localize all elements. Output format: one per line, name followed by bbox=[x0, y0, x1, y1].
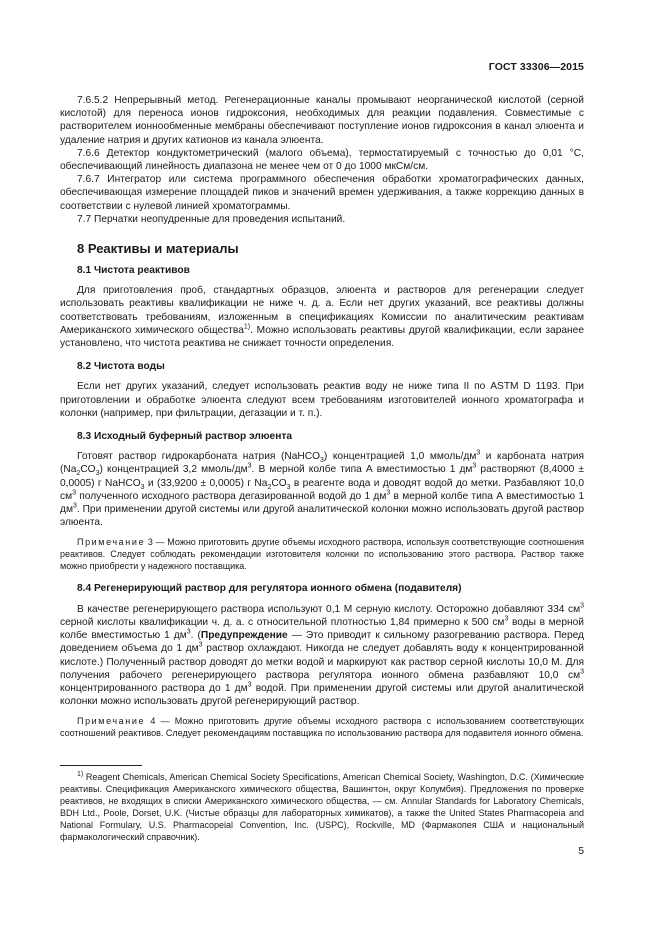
document-body bbox=[60, 94, 584, 843]
page-number: 5 bbox=[578, 846, 584, 857]
footnote-ref[interactable]: 1) bbox=[243, 323, 251, 331]
section-8-2-title: 8.2 Чистота воды bbox=[77, 361, 165, 373]
clause-7-6-5-2: 7.6.5.2 Непрерывный метод. Регенерационные каналы промывают неорганической кислотой (серной кислотой) для переноса ионов гидроксония, необходимых для реакции подавления. Совместимые с растворителем ионнообменные мембраны обеспечивают поступление ионов гидроксония в канал элюента и удаление натрия и других катионов из канала элюента. bbox=[60, 95, 584, 146]
clause-7-6-7: 7.6.7 Интегратор или система программного обеспечения обработки хроматографических данных, обеспечивающая измерение площадей пиков и значений времен удерживания, а также коррекцию данных в соответствии с нулевой линией хроматограммы. bbox=[60, 174, 584, 212]
section-8-title: 8 Реактивы и материалы bbox=[77, 241, 239, 257]
note-4: Примечание 4 — Можно приготовить другие объемы исходного раствора с использованием соответствующих соотношений реактивов. Следует рекомендациям поставщика по использованию раствора для подавителя ионного обмена. bbox=[60, 716, 584, 739]
footnote-1: $^{1)}$ Reagent Chemicals, American Chemical Society Specifications, American Chemical Society, Washington, D.C. (Химические реактивы. Спецификация Американского химического общества, Вашингтон, округ Колумбия). Предложения по проверке реактивов, не входящих в списки Американского химического общества, — см. Annular Standards for Laboratory Chemicals, BDH Ltd., Poole, Dorset, U.K. (Чистые образцы для лабораторных химикатов), а также the United States Pharmacopeia and National Formulary, U.S. Pharmacopeial Convention, Inc. (USPC), Rockville, MD (Фармакопея США и национальный фармакологический справочник). bbox=[60, 771, 584, 843]
clause-7-7: 7.7 Перчатки неопудренные для проведения испытаний. bbox=[77, 213, 346, 225]
note-label: Примечание bbox=[77, 716, 146, 727]
footnote-divider bbox=[60, 765, 142, 766]
note-3: Примечание 3 — Можно приготовить другие объемы исходного раствора, используя соответствующие соотношения реактивов. Следует соблюдать рекомендации изготовителя колонки по использованию этого раствора. Раствор также можно приобрести у надежного поставщика. bbox=[60, 537, 584, 572]
clause-7-6-6: 7.6.6 Детектор кондуктометрический (малого объема), термостатируемый с точностью до 0,01 °С, обеспечивающий линейность диапазона не менее чем от 0 до 1000 мкСм/см. bbox=[60, 147, 584, 173]
section-8-4-text: В качестве регенерирующего раствора используют 0,1 М серную кислоту. Осторожно добавляют 334 $см^3$ серной кислоты квалификации ч. д. а. с относительной плотностью 1,84 примерно к 500 $см^3$ воды в мерной колбе вместимостью 1 $дм^3$. (Предупреждение — Это приводит к сильному разогреванию раствора. Перед доведением объема до 1 $дм^3$ раствор охлаждают. Никогда не следует добавлять воду к концентрированной кислоте.) Полученный раствор доводят до метки водой и маркируют как раствор серной кислоты 10,0 М. Для получения рабочего регенерирующего раствора регулятора ионного обмена разбавляют 10,0 $см^3$ концентрированного раствора до 1 $дм^3$ водой. При применении другой системы или другой аналитической колонки можно использовать другой регенерирующий раствор. bbox=[60, 602, 585, 708]
warning-label: Предупреждение bbox=[200, 630, 288, 642]
note-label: Примечание bbox=[77, 537, 146, 548]
section-8-3-text: Готовят раствор гидрокарбоната натрия (NaHCO$_3$) концентрацией 1,0 ммоль/$дм^3$ и карбоната натрия $(Na_2CO_3)$ концентрацией 3,2 ммоль/$дм^3$. В мерной колбе типа А вместимостью 1 $дм^3$ растворяют (8,4000 ± 0,0005) г NaHCO$_3$ и (33,9200 ± 0,0005) г $Na_2CO_3$ в реагенте вода и доводят водой до метки. Разбавляют 10,0 $см^3$ полученного исходного раствора дегазированной водой до 1 $дм^3$ в мерной колбе типа А вместимостью 1 $дм^3$. При применении другой системы или другой аналитической колонки можно использовать другой раствор элюента. bbox=[60, 449, 584, 529]
standard-header: ГОСТ 33306—2015 bbox=[488, 61, 584, 73]
section-8-4-title: 8.4 Регенерирующий раствор для регулятора ионного обмена (подавителя) bbox=[77, 583, 462, 595]
section-8-3-title: 8.3 Исходный буферный раствор элюента bbox=[77, 431, 293, 443]
section-8-1-title: 8.1 Чистота реактивов bbox=[77, 265, 190, 277]
section-8-2-text: Если нет других указаний, следует использовать реактив воду не ниже типа II по ASTM D 1193. При приготовлении и обработке элюента следуют всем требованиям изготовителей ионного хроматографа и колонки (например, при фильтрации, дегазации и т. п.). bbox=[60, 381, 584, 419]
document-page bbox=[60, 0, 584, 935]
section-8-1-text: Для приготовления проб, стандартных образцов, элюента и растворов для регенерации следует использовать реактивы квалификации не ниже ч. д. а. Если нет других указаний, все реактивы должны соответствовать требованиям, изложенным в спецификациях Комиссии по аналитическим реактивам Американского химического общества$^{1)}$. Можно использовать реактивы другой квалификации, если заранее установлено, что чистота реактива не снижает точности определения. bbox=[60, 285, 584, 350]
